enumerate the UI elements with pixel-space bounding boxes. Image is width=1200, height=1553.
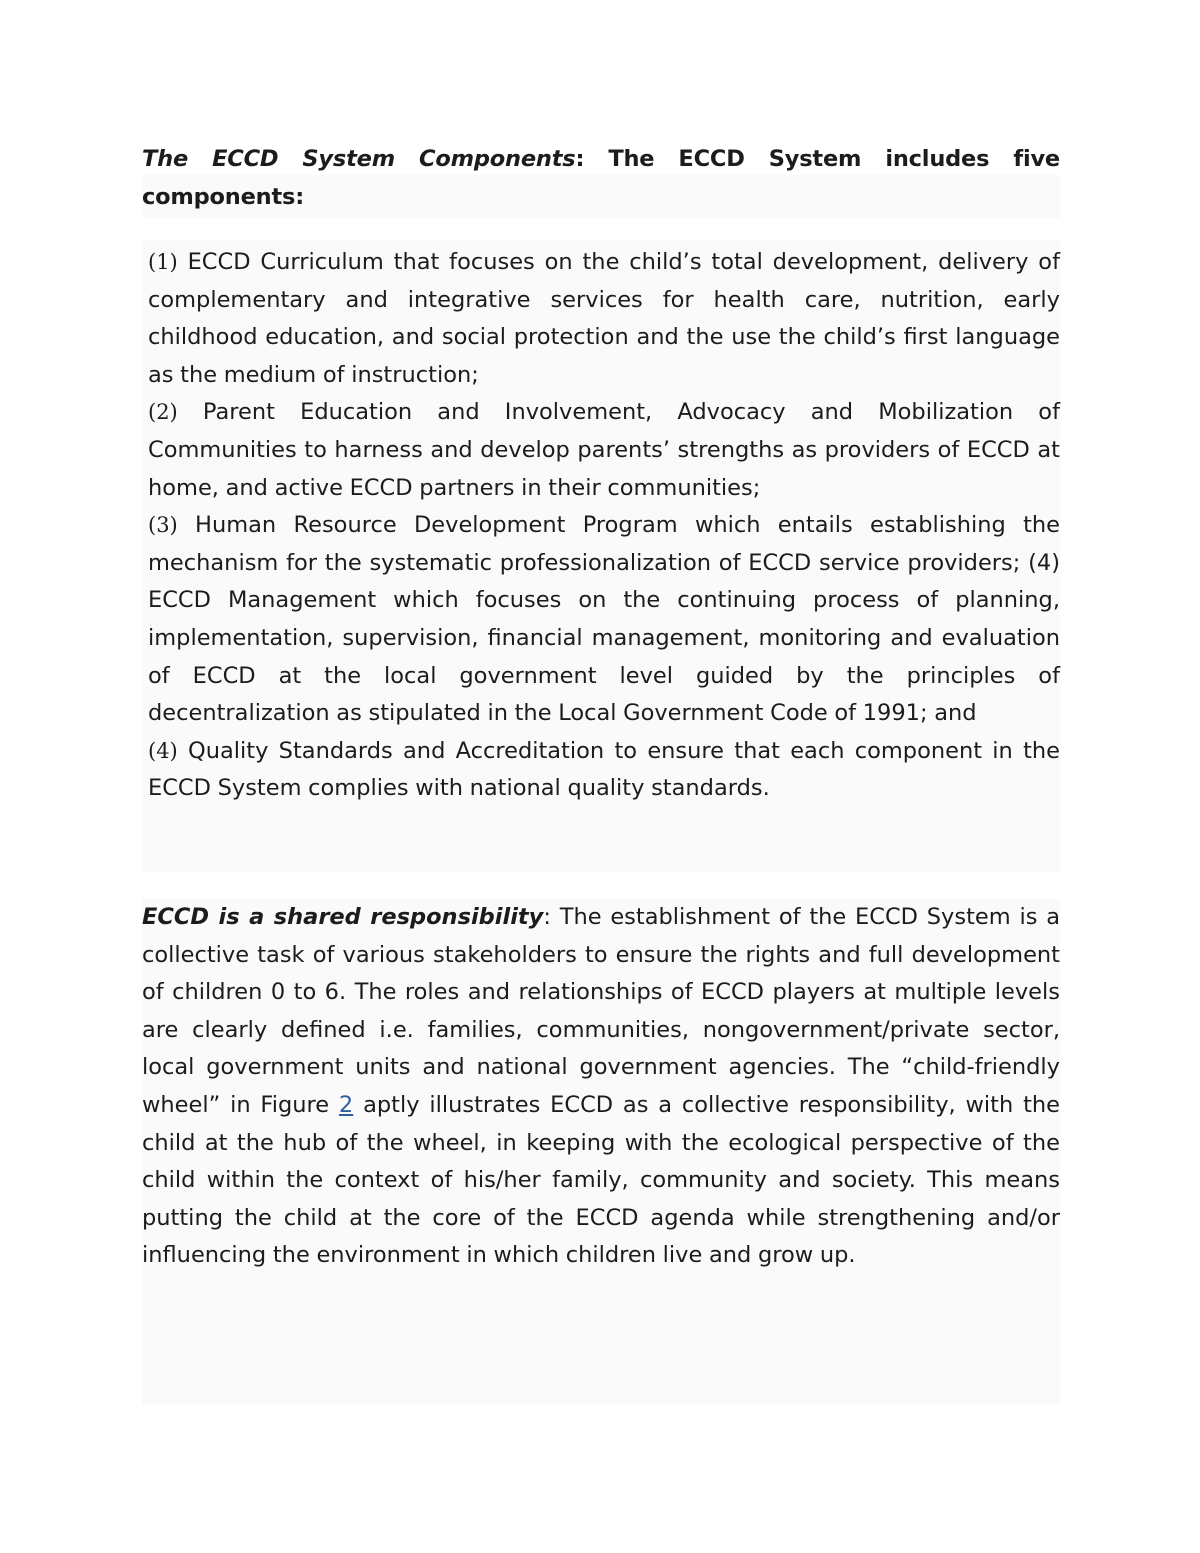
- shared-responsibility-block: [142, 899, 1060, 1404]
- shared-text-before-link: : The establishment of the ECCD System is a collective task of various stakeholders to ensure the rights and full development of children 0 to 6. The roles and relationships of ECCD players at multiple levels are clearly defined i.e. families, communities, nongovernment/private sector, local government units and national government agencies. The “child-friendly wheel” in Figure: [142, 904, 1060, 1118]
- component-item: [142, 240, 1060, 394]
- shared-responsibility-title: ECCD is a shared responsibility: [142, 904, 544, 930]
- component-text: Parent Education and Involvement, Advocacy and Mobilization of Communities to harness and develop parents’ strengths as providers of ECCD at home, and active ECCD partners in their communities;: [148, 399, 1060, 501]
- component-text: ECCD Curriculum that focuses on the child’s total development, delivery of complementary and integrative services for health care, nutrition, early childhood education, and social protection and the use the child’s first language as the medium of instruction;: [148, 249, 1060, 388]
- component-text: Quality Standards and Accreditation to ensure that each component in the ECCD System complies with national quality standards.: [148, 737, 1060, 802]
- shared-responsibility-paragraph: [142, 899, 1060, 1275]
- component-text: Human Resource Development Program which entails establishing the mechanism for the systematic professionalization of ECCD service providers; (4) ECCD Management which focuses on the continuing process of planning, implementation, supervision, financial management, monitoring and evaluation of ECCD at the local government level guided by the principles of decentralization as stipulated in the Local Government Code of 1991; and: [148, 512, 1060, 727]
- component-number: (4): [148, 738, 178, 763]
- component-item: [142, 507, 1060, 733]
- component-number: (2): [148, 400, 178, 425]
- components-intro: : The ECCD System includes five components:: [142, 146, 1060, 210]
- components-title: The ECCD System Components: [142, 146, 576, 172]
- component-item: [142, 394, 1060, 507]
- component-number: (1): [148, 250, 178, 274]
- figure-2-link[interactable]: 2: [338, 1091, 354, 1118]
- components-list: [142, 240, 1060, 872]
- component-number: (3): [148, 513, 178, 538]
- components-heading: [142, 141, 1060, 216]
- shared-text-after-link: aptly illustrates ECCD as a collective responsibility, with the child at the hub of the wheel, in keeping with the ecological perspective of the child within the context of his/her family, community and society. This means putting the child at the core of the ECCD agenda while strengthening and/or influencing the environment in which children live and grow up.: [142, 1091, 1060, 1269]
- component-item: [142, 733, 1060, 808]
- components-heading-block: [142, 141, 1060, 217]
